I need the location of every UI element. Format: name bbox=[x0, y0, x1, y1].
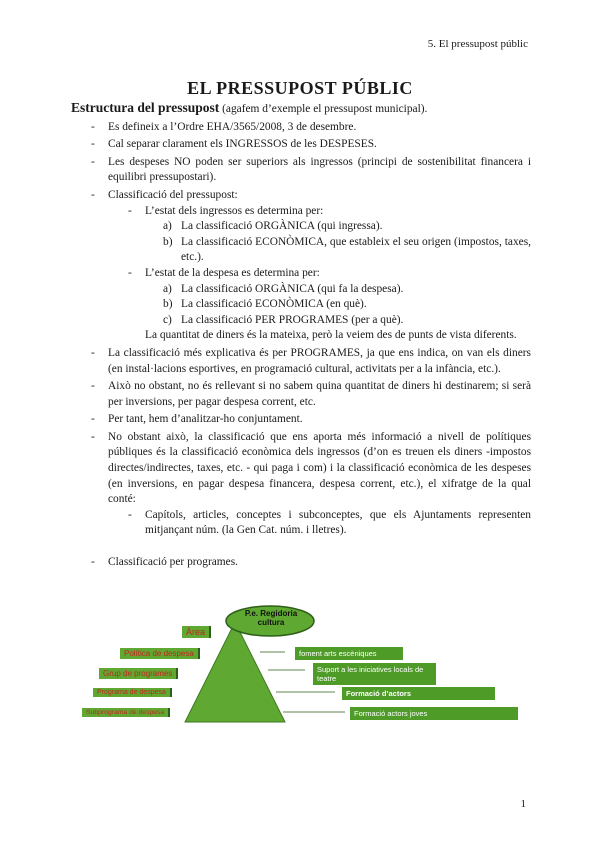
list-item-text: Cal separar clarament els INGRESSOS de les DESPESES. bbox=[108, 138, 377, 151]
sub-list-item-text: L’estat de la despesa es determina per: bbox=[145, 266, 320, 279]
lettered-item bbox=[145, 219, 531, 235]
diagram-top-label: P.e. Regidoria cultura bbox=[244, 609, 298, 627]
document-body bbox=[71, 100, 531, 573]
diagram-item-support: Suport a les iniciatives locals de teatre bbox=[313, 663, 436, 685]
diagram-label-area: Àrea bbox=[182, 626, 211, 638]
list-item bbox=[71, 346, 531, 377]
diagram-graphic bbox=[80, 604, 530, 724]
lettered-list bbox=[145, 282, 531, 329]
list-item bbox=[71, 412, 531, 428]
diagram-label-policy: Política de despesa bbox=[120, 648, 200, 659]
note-paragraph: La quantitat de diners és la mateixa, però la veiem des de punts de vista diferents. bbox=[145, 329, 517, 342]
list-item-text: Les despeses NO poden ser superiors als ingressos (principi de sostenibilitat financera i equilibri pressupostari). bbox=[108, 155, 531, 184]
list-item bbox=[71, 155, 531, 186]
sub-list-item-text: Capítols, articles, conceptes i subconceptes, que els Ajuntaments representen mitjançant núm. (la Gen Cat. núm. i lletres). bbox=[145, 508, 531, 537]
running-header: 5. El pressupost públic bbox=[427, 38, 528, 50]
list-item-text: La classificació més explicativa és per PROGRAMES, ja que ens indica, on van els diners (en instal·lacions esportives, en programació cultural, activitats per a la infància, etc.). bbox=[108, 346, 531, 375]
main-list bbox=[71, 120, 531, 539]
list-item bbox=[71, 137, 531, 153]
sub-list-item-text: L’estat dels ingressos es determina per: bbox=[145, 204, 324, 217]
main-list-continued bbox=[71, 555, 531, 571]
lettered-item-text: La classificació ECONÒMICA (en què). bbox=[181, 298, 367, 311]
list-item-text: Es defineix a l’Ordre EHA/3565/2008, 3 de desembre. bbox=[108, 120, 357, 133]
list-item bbox=[71, 120, 531, 136]
diagram-item-actors: Formació d’actors bbox=[342, 687, 495, 700]
section-heading bbox=[71, 100, 531, 118]
page-number: 1 bbox=[520, 798, 526, 810]
list-item-text: Classificació per programes. bbox=[108, 556, 238, 569]
lettered-item-text: La classificació ECONÒMICA, que estableix el seu origen (impostos, taxes, etc.). bbox=[181, 235, 531, 264]
sub-list bbox=[108, 204, 531, 329]
sub-list bbox=[108, 508, 531, 539]
lettered-list bbox=[145, 219, 531, 266]
programs-diagram bbox=[80, 604, 530, 724]
page-title: EL PRESSUPOST PÚBLIC bbox=[187, 78, 413, 98]
letter-marker: b) bbox=[163, 235, 173, 248]
list-item bbox=[71, 430, 531, 539]
letter-marker: a) bbox=[163, 282, 172, 295]
section-heading-rest: (agafem d’exemple el pressupost municipal). bbox=[219, 103, 428, 115]
lettered-item-text: La classificació PER PROGRAMES (per a què). bbox=[181, 313, 404, 326]
lettered-item-text: La classificació ORGÀNICA (qui ingressa). bbox=[181, 220, 383, 233]
sub-list-item bbox=[108, 204, 531, 266]
section-heading-bold: Estructura del pressupost bbox=[71, 100, 220, 115]
lettered-item bbox=[145, 313, 531, 329]
list-item bbox=[71, 379, 531, 410]
diagram-item-young-actors: Formació actors joves bbox=[350, 707, 518, 720]
diagram-item-arts: foment arts escèniques bbox=[295, 647, 403, 660]
letter-marker: a) bbox=[163, 220, 172, 233]
list-item bbox=[71, 188, 531, 344]
list-item-text: No obstant això, la classificació que ens aporta més informació a nivell de polítiques públiques és la classificació econòmica dels ingressos (d’on es treuen els diners -impostos directes/indirectes, taxes, etc. - qui paga i com) i la classificació econòmica de les despeses (en inversions, en pagar despesa financera, despesa corrent, etc.), el xifratge de la qual conté: bbox=[108, 430, 531, 506]
list-item-text: Classificació del pressupost: bbox=[108, 188, 238, 201]
diagram-label-program: Programa de despesa bbox=[93, 688, 172, 697]
list-item-text: Això no obstant, no és rellevant si no sabem quina quantitat de diners hi destinarem; si serà per inversions, per pagar despesa corrent, etc. bbox=[108, 380, 531, 408]
list-item bbox=[71, 555, 531, 571]
diagram-label-group: Grup de programes bbox=[99, 668, 178, 679]
sub-list-item bbox=[108, 508, 531, 539]
letter-marker: c) bbox=[163, 313, 172, 326]
lettered-item-text: La classificació ORGÀNICA (qui fa la despesa). bbox=[181, 282, 404, 295]
lettered-item bbox=[145, 297, 531, 313]
letter-marker: b) bbox=[163, 298, 173, 311]
diagram-label-subprogram: Subprograma de despesa bbox=[82, 708, 170, 717]
lettered-item bbox=[145, 282, 531, 298]
lettered-item bbox=[145, 235, 531, 266]
sub-list-item bbox=[108, 266, 531, 328]
list-item-text: Per tant, hem d’analitzar-ho conjuntament. bbox=[108, 413, 303, 426]
